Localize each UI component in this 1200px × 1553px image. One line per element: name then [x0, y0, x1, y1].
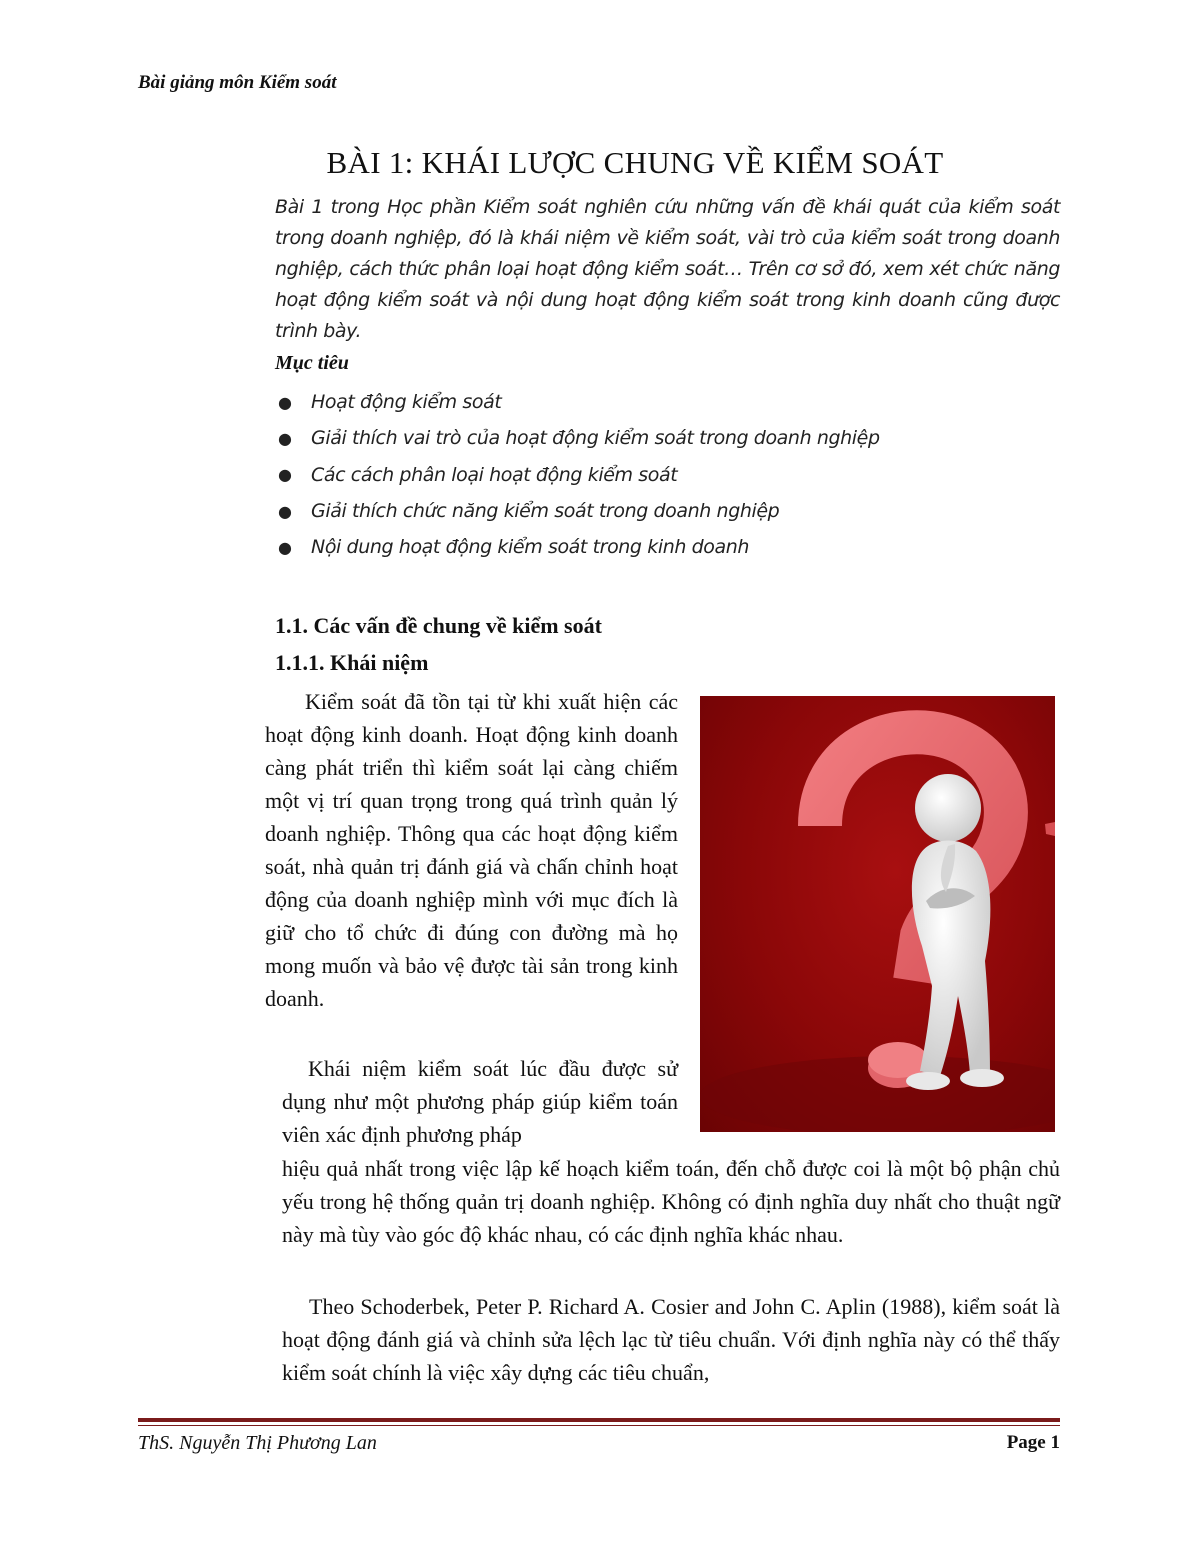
list-item: ● Hoạt động kiểm soát — [275, 384, 880, 420]
bullet-icon: ● — [278, 392, 292, 412]
running-header: Bài giảng môn Kiểm soát — [138, 72, 337, 93]
bullet-icon: ● — [278, 501, 292, 521]
question-mark-thinking-figure-icon — [700, 696, 1055, 1132]
lesson-title: BÀI 1: KHÁI LƯỢC CHUNG VỀ KIỂM SOÁT — [326, 145, 944, 180]
page-number: Page 1 — [1006, 1432, 1060, 1453]
paragraph-2-part-1: Khái niệm kiểm soát lúc đầu được sử dụng như một phương pháp giúp kiểm toán viên xác định phương pháp — [282, 1056, 678, 1147]
bullet-icon: ● — [278, 465, 292, 485]
section-heading: 1.1. Các vấn đề chung về kiểm soát — [275, 613, 602, 638]
paragraph-3: Theo Schoderbek, Peter P. Richard A. Cosier and John C. Aplin (1988), kiểm soát là hoạt động đánh giá và chỉnh sửa lệch lạc từ tiêu chuẩn. Với định nghĩa này có thể thấy kiểm soát chính là việc xây dựng các tiêu chuẩn, — [282, 1294, 1060, 1385]
bullet-icon: ● — [278, 537, 292, 557]
footer-author: ThS. Nguyễn Thị Phương Lan — [138, 1432, 377, 1454]
footer-rule — [138, 1418, 1060, 1422]
objectives-list — [275, 384, 880, 565]
paragraph-2-part-2: hiệu quả nhất trong việc lập kế hoạch kiểm toán, đến chỗ được coi là một bộ phận chủ yếu trong hệ thống quản trị doanh nghiệp. Không có định nghĩa duy nhất cho thuật ngữ này mà tùy vào góc độ khác nhau, có các định nghĩa khác nhau. — [282, 1156, 1060, 1247]
list-item: ● Các cách phân loại hoạt động kiểm soát — [275, 457, 880, 493]
question-mark-figure — [700, 696, 1055, 1132]
list-item: ● Nội dung hoạt động kiểm soát trong kinh doanh — [275, 529, 880, 565]
footer-rule-thin — [138, 1425, 1060, 1426]
paragraph-1: Kiểm soát đã tồn tại từ khi xuất hiện các hoạt động kinh doanh. Hoạt động kinh doanh càng phát triển thì kiểm soát lại càng chiếm một vị trí quan trọng trong quá trình quản lý doanh nghiệp. Thông qua các hoạt động kiểm soát, nhà quản trị đánh giá và chấn chỉnh hoạt động của doanh nghiệp mình với mục đích là giữ cho tổ chức đi đúng con đường mà họ mong muốn và bảo vệ được tài sản trong kinh doanh. — [265, 689, 678, 1011]
list-item: ● Giải thích vai trò của hoạt động kiểm soát trong doanh nghiệp — [275, 420, 880, 456]
bullet-icon: ● — [278, 428, 292, 448]
list-item: ● Giải thích chức năng kiểm soát trong doanh nghiệp — [275, 493, 880, 529]
objectives-heading: Mục tiêu — [275, 352, 349, 374]
lesson-intro: Bài 1 trong Học phần Kiểm soát nghiên cứu những vấn đề khái quát của kiểm soát trong doanh nghiệp, đó là khái niệm về kiểm soát, vài trò của kiểm soát trong doanh nghiệp, cách thức phân loại hoạt động kiểm soát… Trên cơ sở đó, xem xét chức năng hoạt động kiểm soát và nội dung hoạt động kiểm soát trong kinh doanh cũng được trình bày. — [275, 196, 1060, 342]
subsection-heading: 1.1.1. Khái niệm — [275, 650, 429, 675]
